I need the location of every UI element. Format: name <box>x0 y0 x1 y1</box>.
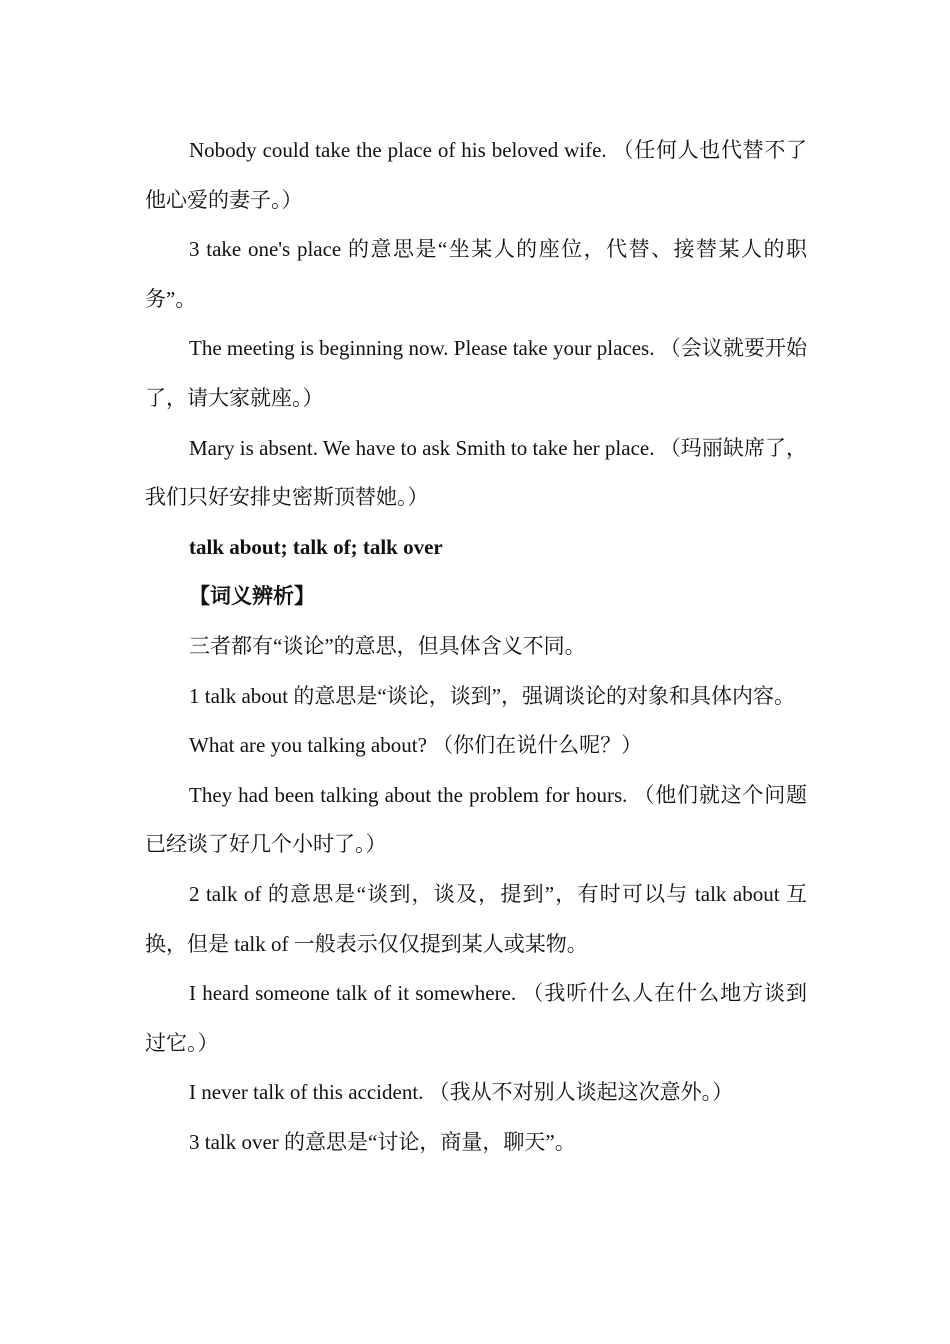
document-page <box>145 126 807 1167</box>
section-subheading-word-analysis: 【词义辨析】 <box>189 584 315 609</box>
paragraph-example-talking-about-problem: They had been talking about the problem for hours. （他们就这个问题已经谈了好几个小时了。） <box>145 782 807 857</box>
paragraph-example-take-the-place: Nobody could take the place of his beloved wife. （任何人也代替不了他心爱的妻子。） <box>145 138 807 212</box>
paragraph-example-take-your-places: The meeting is beginning now. Please take your places. （会议就要开始了，请大家就座。） <box>145 336 807 410</box>
paragraph-talk-intro: 三者都有“谈论”的意思，但具体含义不同。 <box>189 633 586 658</box>
section-heading-talk: talk about; talk of; talk over <box>189 534 443 559</box>
paragraph-take-ones-place-definition: 3 take one's place 的意思是“坐某人的座位，代替、接替某人的职务”。 <box>145 237 807 311</box>
paragraph-talk-over-definition: 3 talk over 的意思是“讨论，商量，聊天”。 <box>189 1129 576 1154</box>
paragraph-talk-about-definition: 1 talk about 的意思是“谈论，谈到”，强调谈论的对象和具体内容。 <box>189 683 796 708</box>
paragraph-example-never-talk-of: I never talk of this accident. （我从不对别人谈起这次意外。） <box>189 1080 734 1105</box>
paragraph-talk-of-definition: 2 talk of 的意思是“谈到，谈及，提到”，有时可以与 talk about 互换，但是 talk of 一般表示仅仅提到某人或某物。 <box>145 881 807 956</box>
paragraph-example-heard-someone-talk-of: I heard someone talk of it somewhere. （我听什么人在什么地方谈到过它。） <box>145 981 807 1055</box>
paragraph-example-what-are-you-talking-about: What are you talking about? （你们在说什么呢？） <box>189 733 643 758</box>
paragraph-example-take-her-place: Mary is absent. We have to ask Smith to take her place. （玛丽缺席了，我们只好安排史密斯顶替她。） <box>145 435 807 510</box>
